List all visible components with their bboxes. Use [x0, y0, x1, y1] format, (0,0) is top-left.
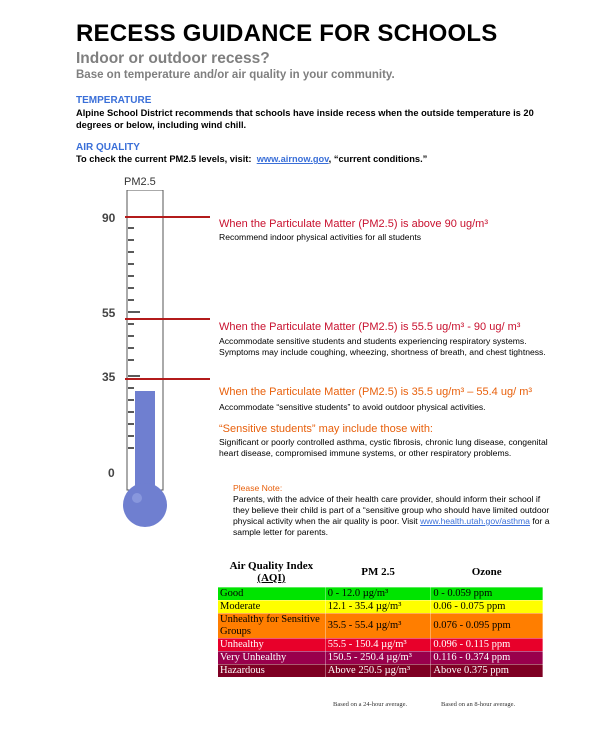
subtitle-secondary: Base on temperature and/or air quality in your community.	[76, 69, 395, 81]
air-quality-heading: AIR QUALITY	[76, 142, 140, 153]
tick-90: 90	[102, 211, 116, 225]
threshold-lines	[125, 205, 220, 395]
pm25-range-cell: 12.1 - 35.4 µg/m³	[325, 600, 431, 613]
aqi-category-cell: Unhealthy for Sensitive Groups	[218, 613, 326, 638]
note-text	[233, 494, 558, 538]
note-body: Parents, with the advice of their health care provider, should inform their school if they believe their child is part of a “sensitive group who should have limited outdoor physical activity when the air quality is poor. Visit	[233, 494, 550, 526]
page-title: RECESS GUIDANCE FOR SCHOOLS	[76, 20, 498, 47]
header-aqi-abbr: (AQI)	[257, 571, 286, 584]
sensitive-title: “Sensitive students” may include those with:	[219, 423, 433, 435]
thermometer-bulb	[123, 483, 167, 527]
header-aqi	[218, 557, 326, 587]
temperature-heading: TEMPERATURE	[76, 95, 152, 106]
bulb-highlight	[132, 493, 142, 503]
level-90-text: Recommend indoor physical activities for all students	[219, 232, 422, 242]
pm25-range-cell: Above 250.5 µg/m³	[325, 664, 431, 677]
air-quality-text-before: To check the current PM2.5 levels, visit:	[76, 154, 252, 164]
level-55-text: Accommodate sensitive students and students experiencing respiratory systems. Symptoms may include coughing, wheezing, shortness of breath, and chest tightness.	[219, 336, 546, 357]
note-after: for a sample letter for parents.	[233, 516, 550, 537]
aqi-category-cell: Unhealthy	[218, 638, 326, 651]
level-35-title: When the Particulate Matter (PM2.5) is 35.5 ug/m³ – 55.4 ug/ m³	[219, 386, 533, 398]
aqi-row	[218, 587, 543, 600]
airnow-link[interactable]: www.airnow.gov	[256, 154, 329, 164]
aqi-table	[217, 557, 543, 678]
aqi-row	[218, 638, 543, 651]
ozone-range-cell: 0.06 - 0.075 ppm	[431, 600, 543, 613]
header-pm25: PM 2.5	[361, 565, 395, 578]
tick-35: 35	[102, 370, 116, 384]
level-55-title: When the Particulate Matter (PM2.5) is 55.5 ug/m³ - 90 ug/ m³	[219, 321, 521, 333]
aqi-category-cell: Very Unhealthy	[218, 651, 326, 664]
level-35-text: Accommodate “sensitive students” to avoid outdoor physical activities.	[219, 402, 486, 412]
aqi-category-cell: Good	[218, 587, 326, 600]
aqi-category-cell: Hazardous	[218, 664, 326, 677]
sensitive-text: Significant or poorly controlled asthma, cystic fibrosis, chronic lung disease, congenital heart disease, compromised immune systems, or other respiratory problems.	[219, 437, 548, 458]
air-quality-text	[76, 154, 427, 164]
temperature-text: Alpine School District recommends that schools have inside recess when the outside temperature is 20 degrees or below, including wind chill.	[76, 108, 534, 130]
pm25-range-cell: 150.5 - 250.4 µg/m³	[325, 651, 431, 664]
aqi-row	[218, 651, 543, 664]
tick-0: 0	[108, 466, 115, 480]
subtitle: Indoor or outdoor recess?	[76, 50, 270, 67]
ozone-range-cell: Above 0.375 ppm	[431, 664, 543, 677]
air-quality-text-after: , “current conditions.”	[328, 154, 428, 164]
aqi-category-cell: Moderate	[218, 600, 326, 613]
note-pm25-average: Based on a 24-hour average.	[333, 701, 408, 708]
aqi-row	[218, 600, 543, 613]
pm25-range-cell: 35.5 - 55.4 µg/m³	[325, 613, 431, 638]
ozone-range-cell: 0 - 0.059 ppm	[431, 587, 543, 600]
ozone-range-cell: 0.076 - 0.095 ppm	[431, 613, 543, 638]
note-title: Please Note:	[233, 483, 283, 493]
note-ozone-average: Based on an 8-hour average.	[441, 701, 516, 708]
health-utah-link[interactable]: www.health.utah.gov/asthma	[420, 516, 530, 526]
thermometer-label: PM2.5	[124, 176, 156, 188]
ozone-range-cell: 0.116 - 0.374 ppm	[431, 651, 543, 664]
level-90-title: When the Particulate Matter (PM2.5) is above 90 ug/m³	[219, 218, 489, 230]
pm25-range-cell: 0 - 12.0 µg/m³	[325, 587, 431, 600]
aqi-row	[218, 664, 543, 677]
ozone-range-cell: 0.096 - 0.115 ppm	[431, 638, 543, 651]
header-ozone: Ozone	[471, 565, 502, 578]
pm25-range-cell: 55.5 - 150.4 µg/m³	[325, 638, 431, 651]
tick-55: 55	[102, 306, 116, 320]
aqi-row	[218, 613, 543, 638]
header-aqi-label: Air Quality Index	[229, 559, 314, 572]
